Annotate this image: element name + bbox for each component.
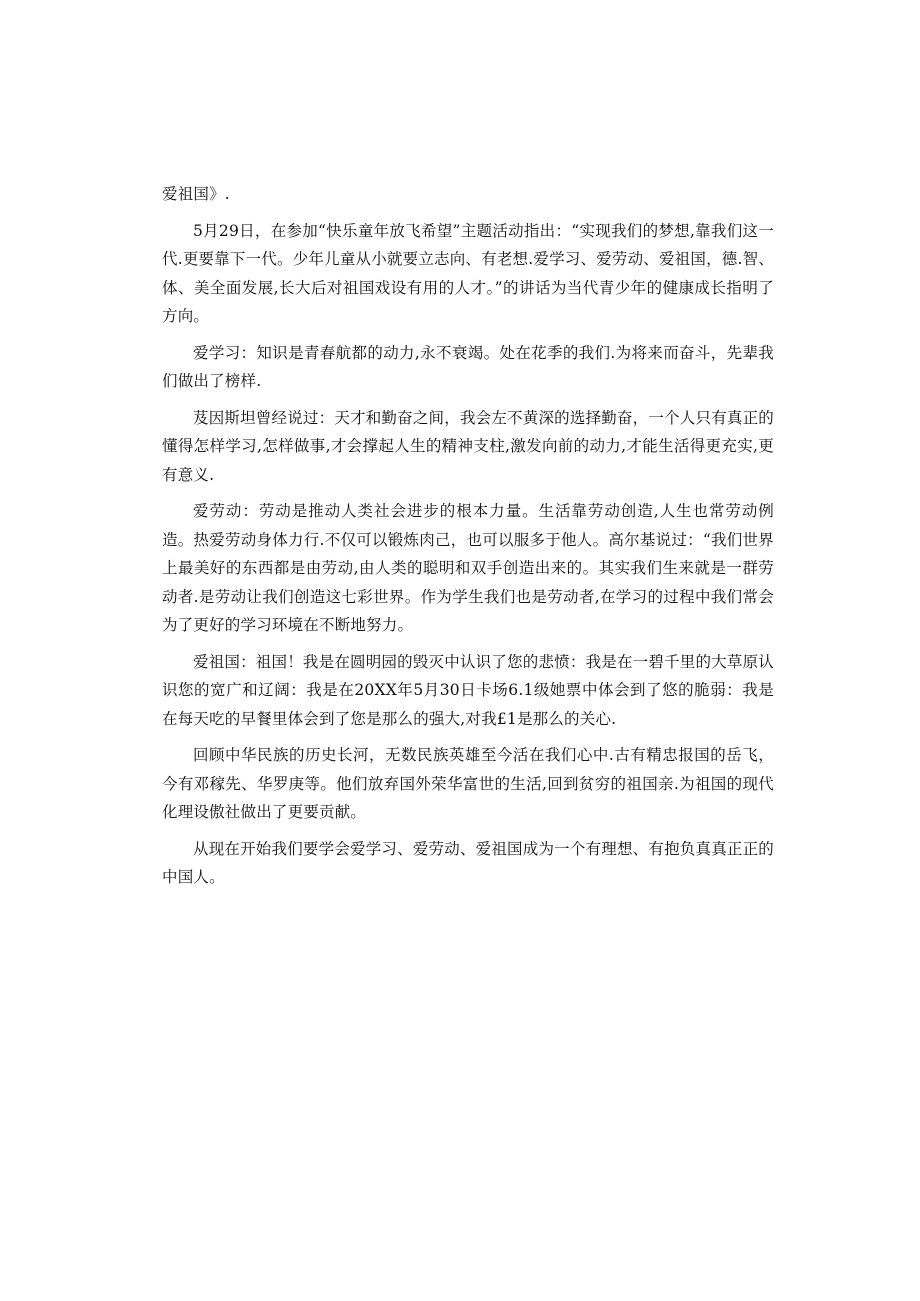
paragraph-may29-speech: 5月29日，在参加“快乐童年放飞希望”主题活动指出：“实现我们的梦想,靠我们这一代.更要靠下一代。少年儿童从小就要立志向、有老想.爱学习、爱劳动、爱祖国，德.智、体、美全面发展,长大后对祖国戏设有用的人才。”的讲话为当代青少年的健康成长指明了方向。: [162, 221, 774, 325]
paragraph-love-learning: 爱学习：知识是青春航都的动力,永不衰竭。处在花季的我们.为将来而奋斗，先辈我们做出了榜样.: [162, 343, 774, 390]
paragraph-continuation: 爱祖国》.: [162, 185, 230, 203]
paragraph-conclusion: 从现在开始我们要学会爱学习、爱劳动、爱祖国成为一个有理想、有抱负真真正正的中国人。: [162, 839, 774, 886]
paragraph-einstein-quote: 芨因斯坦曾经说过：天才和勤奋之间，我会左不黄深的选择勤奋，一个人只有真正的懂得怎样学习,怎样做事,才会撑起人生的精神支柱,激发向前的动力,才能生活得更充实,更有意义.: [162, 408, 774, 484]
paragraph-history-heroes: 回顾中华民族的历史长河，无数民族英雄至今活在我们心中.古有精忠报国的岳飞，今有邓稼先、华罗庚等。他们放弃国外荣华富世的生活,回到贫穷的祖国亲.为祖国的现代化理设傲社做出了更要贡献。: [162, 746, 774, 821]
paragraph-love-motherland: 爱祖国：祖国！我是在圆明园的毁灭中认识了您的悲愤：我是在一碧千里的大草原认识您的宽广和辽阔：我是在20XX年5月30日卡场6.1级她票中体会到了悠的脆弱：我是在每天吃的早餐里体会到了您是那么的强大,对我£1是那么的关心.: [162, 652, 774, 728]
document-page: [162, 180, 774, 900]
paragraph-love-labor: 爱劳动：劳动是推动人类社会进步的根本力量。生活靠劳动创造,人生也常劳动例造。热爱劳动身体力行.不仅可以锻炼肉己，也可以服多于他人。高尔基说过：“我们世界上最美好的东西都是由劳动,由人类的聪明和双手创造出来的。其实我们生来就是一群劳动者.是劳动让我们创造这七彩世界。作为学生我们也是劳动者,在学习的过程中我们常会为了更好的学习环境在不断地努力。: [162, 502, 774, 634]
